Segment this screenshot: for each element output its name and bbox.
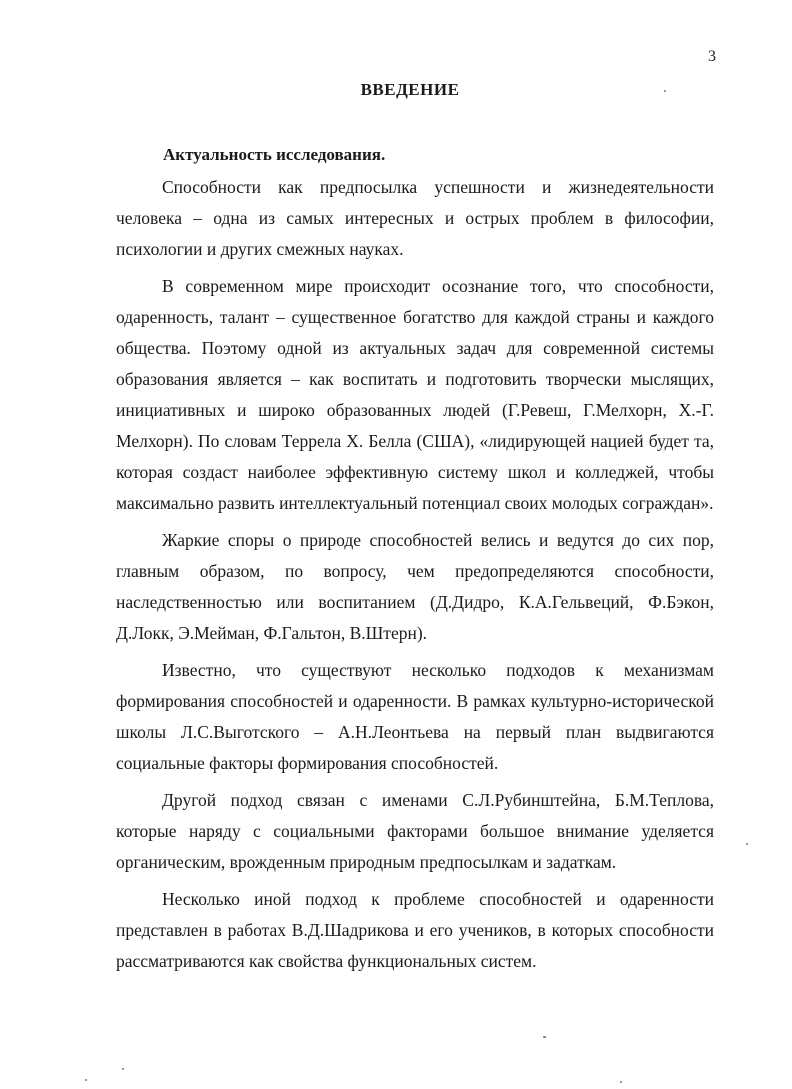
scan-speck (746, 843, 748, 845)
paragraph: Другой подход связан с именами С.Л.Рубинштейна, Б.М.Теплова, которые наряду с социальными факторами большое внимание уделяется органическим, врожденным природным предпосылкам и задаткам. (116, 790, 714, 872)
scan-speck (543, 1036, 546, 1038)
paragraph: Известно, что существуют несколько подходов к механизмам формирования способностей и одаренности. В рамках культурно-исторической школы Л.С.Выготского – А.Н.Леонтьева на первый план выдвигаются социальные факторы формирования способностей. (116, 660, 714, 773)
paragraph: Несколько иной подход к проблеме способностей и одаренности представлен в работах В.Д.Шадрикова и его учеников, в которых способности рассматриваются как свойства функциональных систем. (116, 889, 714, 971)
body-text (116, 172, 714, 983)
scan-speck (122, 1068, 124, 1070)
scan-speck (664, 90, 666, 92)
page-number: 3 (708, 48, 716, 65)
paragraph: Способности как предпосылка успешности и жизнедеятельности человека – одна из самых интересных и острых проблем в философии, психологии и других смежных науках. (116, 177, 714, 259)
paragraph: В современном мире происходит осознание того, что способности, одаренность, талант – существенное богатство для каждой страны и каждого общества. Поэтому одной из актуальных задач для современной системы образования является – как воспитать и подготовить творчески мыслящих, инициативных и широко образованных людей (Г.Ревеш, Г.Мелхорн, Х.-Г. Мелхорн). По словам Террела Х. Белла (США), «лидирующей нацией будет та, которая создаст наиболее эффективную систему школ и колледжей, чтобы максимально развить интеллектуальный потенциал своих молодых сограждан». (116, 276, 714, 513)
subsection-heading: Актуальность исследования. (163, 145, 386, 164)
scan-speck (85, 1079, 87, 1081)
section-heading: ВВЕДЕНИЕ (360, 80, 460, 99)
paragraph: Жаркие споры о природе способностей велись и ведутся до сих пор, главным образом, по вопросу, чем предопределяются способности, наследственностью или воспитанием (Д.Дидро, К.А.Гельвеций, Ф.Бэкон, Д.Локк, Э.Мейман, Ф.Гальтон, В.Штерн). (116, 530, 714, 643)
scan-speck (620, 1081, 622, 1083)
